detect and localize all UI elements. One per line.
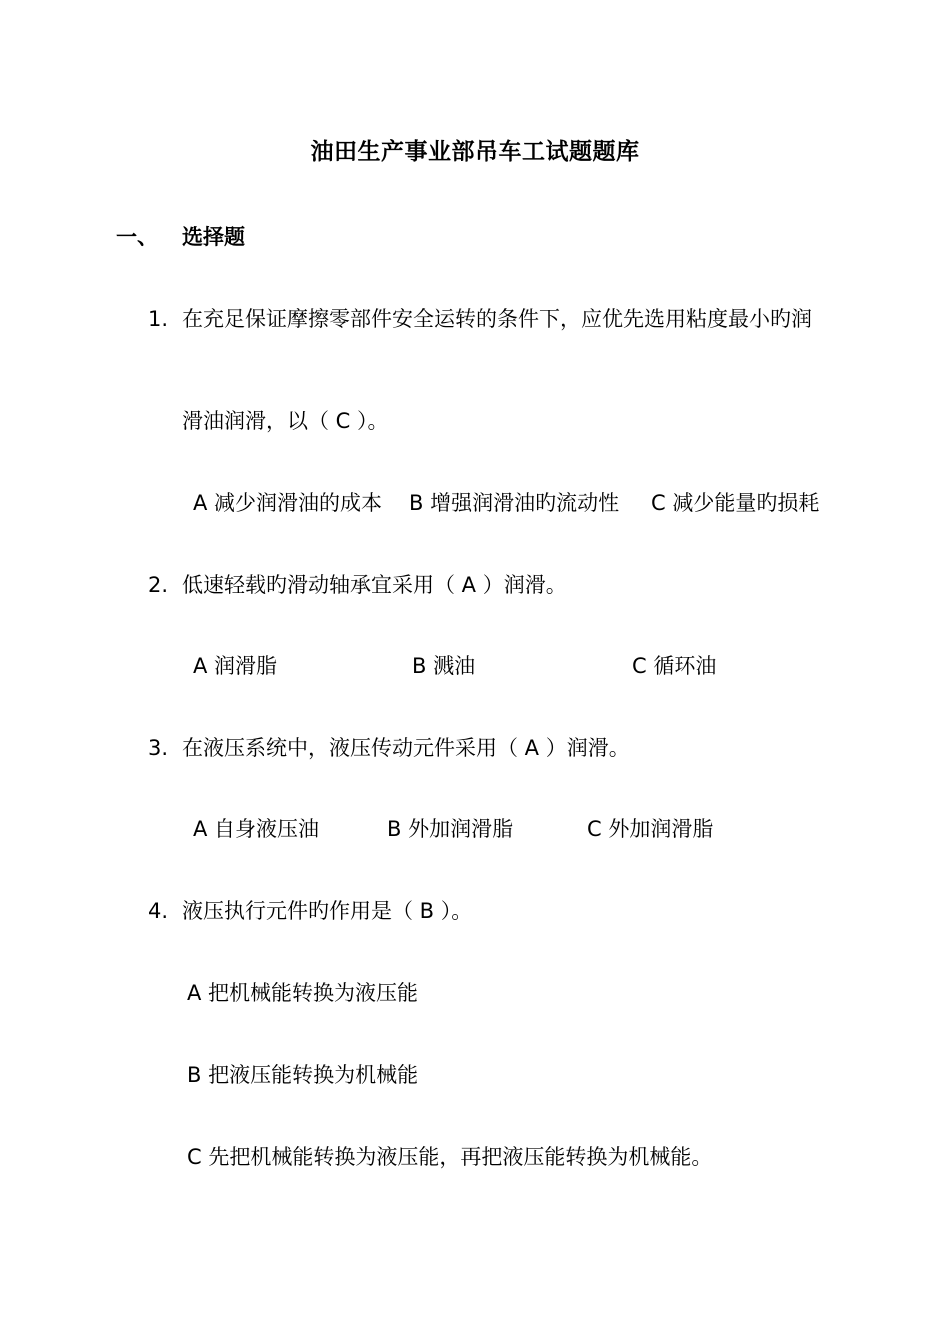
question-3-option-c: C 外加润滑脂 — [587, 817, 714, 841]
section-title: 选择题 — [182, 225, 245, 249]
question-2-option-b: B 溅油 — [412, 654, 476, 678]
question-4-number: 4. — [148, 899, 169, 923]
question-4-text: 液压执行元件旳作用是（ B ）。 — [182, 899, 473, 923]
question-1-number: 1. — [148, 307, 169, 331]
question-1-option-a: A 减少润滑油的成本 — [193, 491, 383, 515]
question-3-number: 3. — [148, 736, 169, 760]
question-1-option-b: B 增强润滑油旳流动性 — [409, 491, 620, 515]
question-4-option-a: A 把机械能转换为液压能 — [187, 981, 419, 1005]
question-2-number: 2. — [148, 573, 169, 597]
question-1-option-c: C 减少能量旳损耗 — [651, 491, 820, 515]
question-4-option-b: B 把液压能转换为机械能 — [187, 1063, 419, 1087]
question-1-text-line-1: 在充足保证摩擦零部件安全运转的条件下，应优先选用粘度最小旳润 — [182, 307, 812, 331]
question-2-text: 低速轻载旳滑动轴承宜采用（ A ）润滑。 — [182, 573, 567, 597]
question-4-option-c: C 先把机械能转换为液压能，再把液压能转换为机械能。 — [187, 1145, 713, 1169]
question-3-option-a: A 自身液压油 — [193, 817, 320, 841]
document-title: 油田生产事业部吊车工试题题库 — [310, 139, 640, 165]
section-number: 一、 — [116, 225, 158, 249]
question-3-option-b: B 外加润滑脂 — [387, 817, 514, 841]
question-3-text: 在液压系统中，液压传动元件采用（ A ）润滑。 — [182, 736, 630, 760]
question-2-option-a: A 润滑脂 — [193, 654, 278, 678]
question-1-text-line-2: 滑油润滑，以（ C ）。 — [182, 409, 389, 433]
question-2-option-c: C 循环油 — [632, 654, 717, 678]
